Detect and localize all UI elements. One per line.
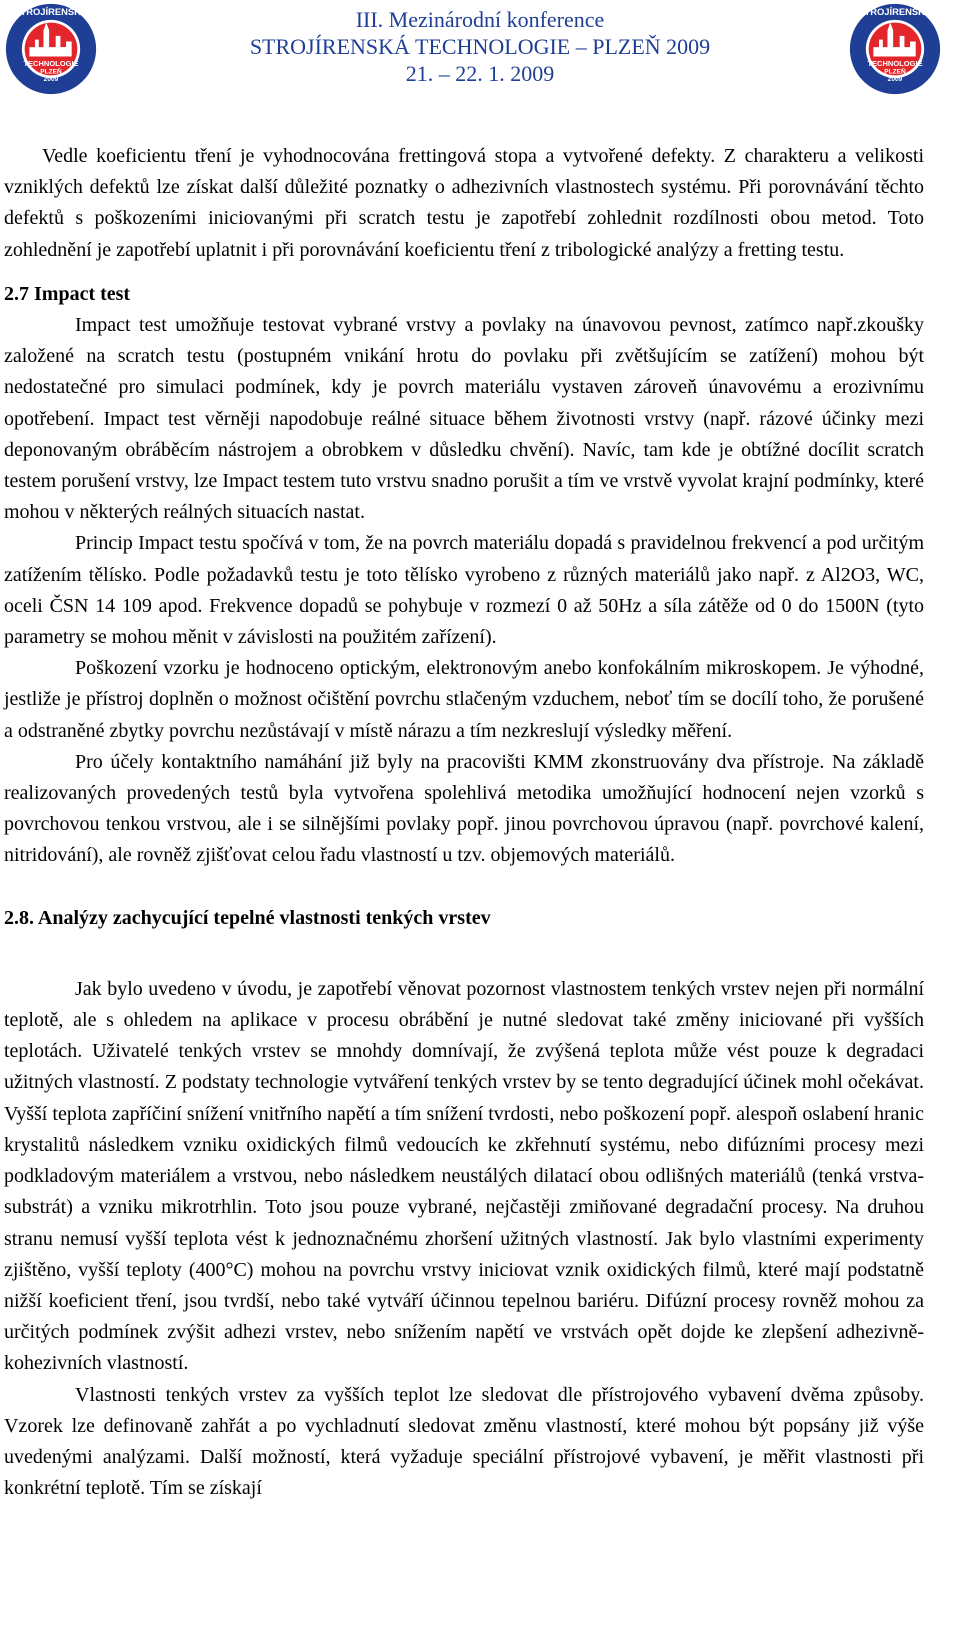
conference-subtitle: STROJÍRENSKÁ TECHNOLOGIE – PLZEŇ 2009 <box>249 34 711 59</box>
conference-dates: 21. – 22. 1. 2009 <box>405 61 555 86</box>
conference-logo-right <box>848 2 942 96</box>
logo-right-tech-text: TECHNOLOGIE <box>867 58 923 68</box>
conference-title-block <box>110 6 850 87</box>
logo-left-top-text: STROJÍRENSKÁ <box>14 6 88 18</box>
logo-left-tech-text: TECHNOLOGIE <box>23 58 79 68</box>
logo-left-city-text: PLZEŇ <box>40 68 62 76</box>
logo-right-city-text: PLZEŇ <box>884 68 906 76</box>
paragraph-kmm-devices: Pro účely kontaktního namáhání již byly na pracovišti KMM zkonstruovány dva přístroje. Na základě realizovaných provedených testů byla vytvořena spolehlivá metodika umožňující hodnocení nejen vzorků s povrchovou tenkou vrstvou, ale i se silnějšími povlaky popř. jinou povrchovou úpravou (např. povrchové kalení, nitridování), ale rovněž zjišťovat celou řadu vlastností u tzv. objemových materiálů. <box>4 750 924 867</box>
document-body <box>4 141 924 1504</box>
conference-name: III. Mezinárodní konference <box>355 7 605 32</box>
paragraph-damage-evaluation: Poškození vzorku je hodnoceno optickým, elektronovým anebo konfokálním mikroskopem. Je výhodné, jestliže je přístroj doplněn o možnost očištění povrchu stlačeným vzduchem, neboť tím se docílí toho, že porušené a odstraněné zbytky povrchu nezůstávají v místě nárazu a tím nezkreslují výsledky měření. <box>4 657 924 742</box>
paragraph-high-temperature-methods: Vlastnosti tenkých vrstev za vyšších teplot lze sledovat dle přístrojového vybavení dvěma způsoby. Vzorek lze definovaně zahřát a po vychladnutí sledovat změnu vlastností, které mohou být popsány již výše uvedenými analýzami. Další možností, která vyžaduje speciální přístrojové vybavení, je měřit vlastnosti při konkrétní teplotě. Tím se získají <box>4 1383 924 1500</box>
paragraph-fretting-defects: Vedle koeficientu tření je vyhodnocována frettingová stopa a vytvořené defekty. Z charakteru a velikosti vzniklých defektů lze získat další důležité poznatky o adhezivních vlastnostech systému. Při porovnávání těchto defektů s poškozeními iniciovanými při scratch testu je zapotřebí zohlednit rozdílnosti obou metod. Toto zohlednění je zapotřebí uplatnit i při porovnávání koeficientu tření z tribologické analýzy a fretting testu. <box>4 145 924 261</box>
conference-header <box>0 0 960 112</box>
conference-logo-left <box>4 2 98 96</box>
section-heading-thermal-analyses: 2.8. Analýzy zachycující tepelné vlastnosti tenkých vrstev <box>4 906 491 929</box>
paragraph-impact-principle: Princip Impact testu spočívá v tom, že na povrch materiálu dopadá s pravidelnou frekvencí a pod určitým zatížením tělísko. Podle požadavků testu je toto tělísko vyrobeno z různých materiálů jako např. z Al2O3, WC, oceli ČSN 14 109 apod. Frekvence dopadů se pohybuje v rozmezí 0 až 50Hz a síla zátěže od 0 do 1500N (tyto parametry se mohou měnit v závislosti na použitém zařízení). <box>4 532 924 649</box>
logo-right-year-text: 2009 <box>887 75 903 83</box>
logo-left-year-text: 2009 <box>43 75 59 83</box>
logo-right-top-text: STROJÍRENSKÁ <box>858 6 932 18</box>
paragraph-thermal-properties: Jak bylo uvedeno v úvodu, je zapotřebí věnovat pozornost vlastnostem tenkých vrstev nejen při normální teplotě, ale s ohledem na aplikace v procesu obrábění je nutné sledovat také změny iniciované při vyšších teplotách. Uživatelé tenkých vrstev se mnohdy domnívají, že zvýšená teplota může vést pouze k degradaci užitných vlastností. Z podstaty technologie vytváření tenkých vrstev by se tento degradující účinek mohl očekávat. Vyšší teplota zapříčiní snížení vnitřního napětí a tím snížení tvrdosti, nebo poškození popř. alespoň oslabení hranic krystalitů následkem vzniku oxidických filmů vedoucích ke zkřehnutí systému, nebo difúzními procesy mezi podkladovým materiálem a vrstvou, nebo následkem neustálých dilatací obou odlišných materiálů (tenká vrstva-substrát) a vzniku mikrotrhlin. Toto jsou pouze vybrané, nejčastěji zmiňované degradační procesy. Na druhou stranu nemusí vyšší teplota vést k jednoznačnému zhoršení užitných vlastností. Jak bylo vlastními experimenty zjištěno, vyšší teploty (400°C) mohou na povrchu vrstvy iniciovat vznik oxidických filmů, které mají podstatně nižší koeficient tření, jsou tvrdší, nebo také vytváří účinnou tepelnou bariéru. Difúzní procesy rovněž mohou za určitých podmínek zvýšit adhezi vrstev, nebo snížením napětí ve vrstvách opět dojde ke zlepšení adhezivně-kohezivních vlastností. <box>4 977 924 1375</box>
section-heading-impact-test: 2.7 Impact test <box>4 282 131 305</box>
paragraph-impact-intro: Impact test umožňuje testovat vybrané vrstvy a povlaky na únavovou pevnost, zatímco např.zkoušky založené na scratch testu (postupném vnikání hrotu do povlaku při zvětšujícím se zatížení) mohou být nedostatečné pro simulaci podmínek, kdy je povrch materiálu vystaven zároveň únavovému a erozivnímu opotřebení. Impact test věrněji napodobuje reálné situace během životnosti vrstvy (např. rázové účinky mezi deponovaným obráběcím nástrojem a obrobkem v důsledku chvění). Navíc, tam kde je obtížné docílit scratch testem porušení vrstvy, lze Impact testem tuto vrstvu snadno porušit a tím ve vrstvě vyvolat krajní podmínky, které mohou v některých reálných situacích nastat. <box>4 314 924 524</box>
